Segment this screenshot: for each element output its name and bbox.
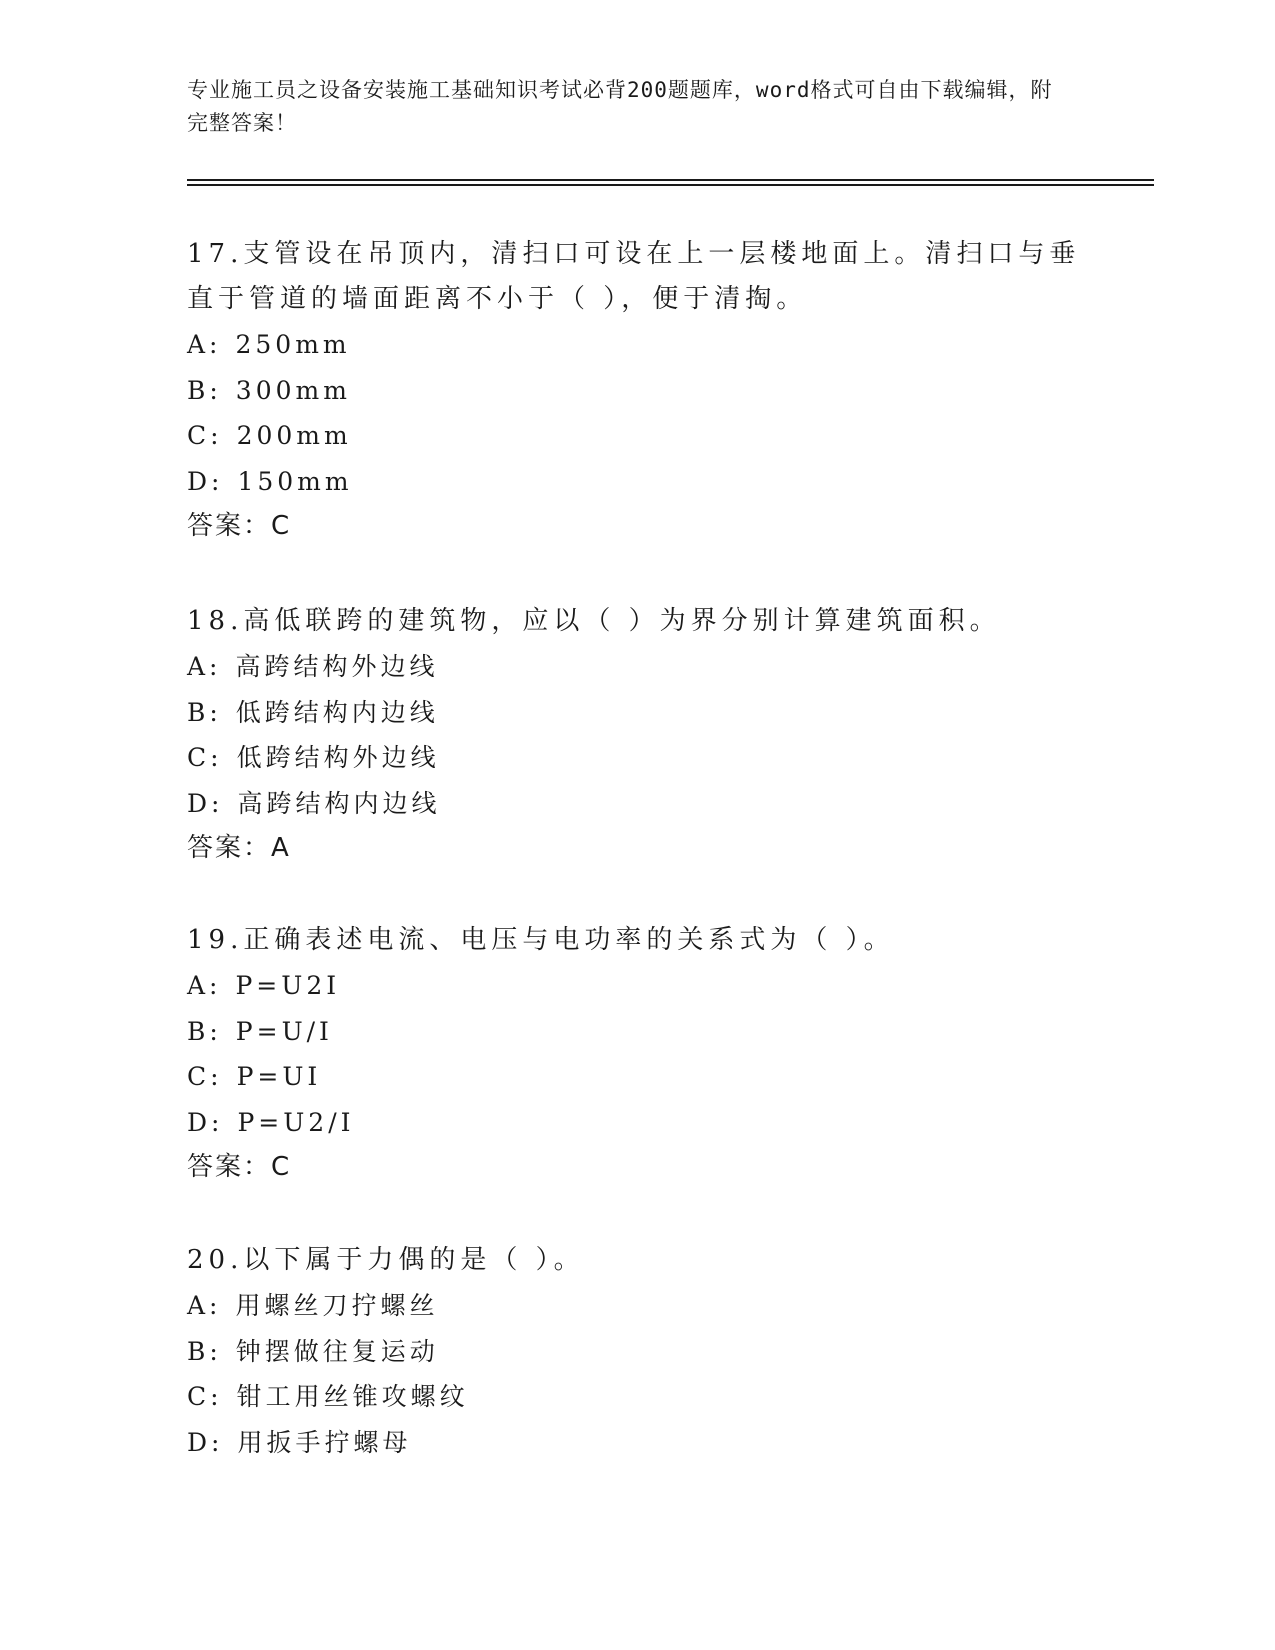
option-a — [187, 322, 1087, 368]
option-b — [187, 1009, 1087, 1055]
option-letter: B: — [187, 1336, 222, 1366]
option-text: 低跨结构内边线 — [235, 697, 439, 727]
option-text: 用螺丝刀拧螺丝 — [235, 1291, 439, 1320]
option-b — [187, 368, 1087, 414]
option-letter: B: — [187, 1016, 222, 1046]
option-letter: C: — [187, 421, 223, 450]
option-letter: D: — [187, 1107, 224, 1137]
option-letter: A: — [187, 330, 222, 359]
option-text: 钳工用丝锥攻螺纹 — [236, 1382, 469, 1411]
option-letter: A: — [187, 1291, 222, 1320]
option-c — [187, 735, 1087, 781]
option-text: 250mm — [235, 330, 351, 359]
option-letter: A: — [187, 652, 222, 681]
option-a — [187, 644, 1087, 690]
option-letter: D: — [187, 1427, 224, 1457]
option-d — [187, 1420, 1087, 1466]
option-text: 高跨结构外边线 — [235, 652, 439, 681]
answer-line: 答案：C — [187, 511, 292, 541]
option-c — [187, 413, 1087, 459]
question-17 — [187, 232, 1087, 549]
option-d — [187, 781, 1087, 827]
option-letter: C: — [187, 1062, 223, 1091]
question-18 — [187, 599, 1087, 871]
option-c — [187, 1374, 1087, 1420]
option-c — [187, 1054, 1087, 1100]
option-letter: D: — [187, 788, 224, 818]
option-letter: D: — [187, 466, 224, 496]
header-divider-bottom — [187, 184, 1154, 186]
answer-line: 答案：C — [187, 1152, 292, 1182]
option-text: 钟摆做往复运动 — [235, 1336, 439, 1366]
option-text: 用扳手拧螺母 — [237, 1427, 412, 1457]
option-d — [187, 1100, 1087, 1146]
document-header: 专业施工员之设备安装施工基础知识考试必背200题题库，word格式可自由下载编辑，附完整答案！ — [187, 78, 1053, 135]
option-text: 200mm — [236, 421, 352, 450]
question-text: 18.高低联跨的建筑物，应以（ ）为界分别计算建筑面积。 — [187, 606, 1001, 636]
option-text: P=UI — [236, 1062, 322, 1091]
option-text: P=U/I — [235, 1016, 333, 1046]
option-b — [187, 690, 1087, 736]
option-a — [187, 1283, 1087, 1329]
option-letter: A: — [187, 971, 222, 1000]
option-letter: B: — [187, 375, 222, 405]
option-text: 300mm — [235, 375, 351, 405]
question-text: 19.正确表述电流、电压与电功率的关系式为（ ）。 — [187, 925, 895, 955]
option-d — [187, 459, 1087, 505]
question-text: 17.支管设在吊顶内，清扫口可设在上一层楼地面上。清扫口与垂直于管道的墙面距离不小于（ ），便于清掏。 — [187, 239, 1081, 314]
option-letter: C: — [187, 743, 223, 772]
option-text: P=U2I — [235, 971, 341, 1000]
question-19 — [187, 918, 1087, 1190]
header-divider-top — [187, 179, 1154, 181]
question-text: 20.以下属于力偶的是（ ）。 — [187, 1245, 585, 1275]
option-a — [187, 963, 1087, 1009]
option-letter: B: — [187, 697, 222, 727]
option-text: 150mm — [237, 466, 353, 496]
option-b — [187, 1329, 1087, 1375]
option-text: 高跨结构内边线 — [237, 788, 441, 818]
option-text: P=U2/I — [237, 1107, 355, 1137]
answer-line: 答案：A — [187, 833, 291, 863]
option-letter: C: — [187, 1382, 223, 1411]
question-20 — [187, 1238, 1087, 1465]
option-text: 低跨结构外边线 — [236, 743, 440, 772]
